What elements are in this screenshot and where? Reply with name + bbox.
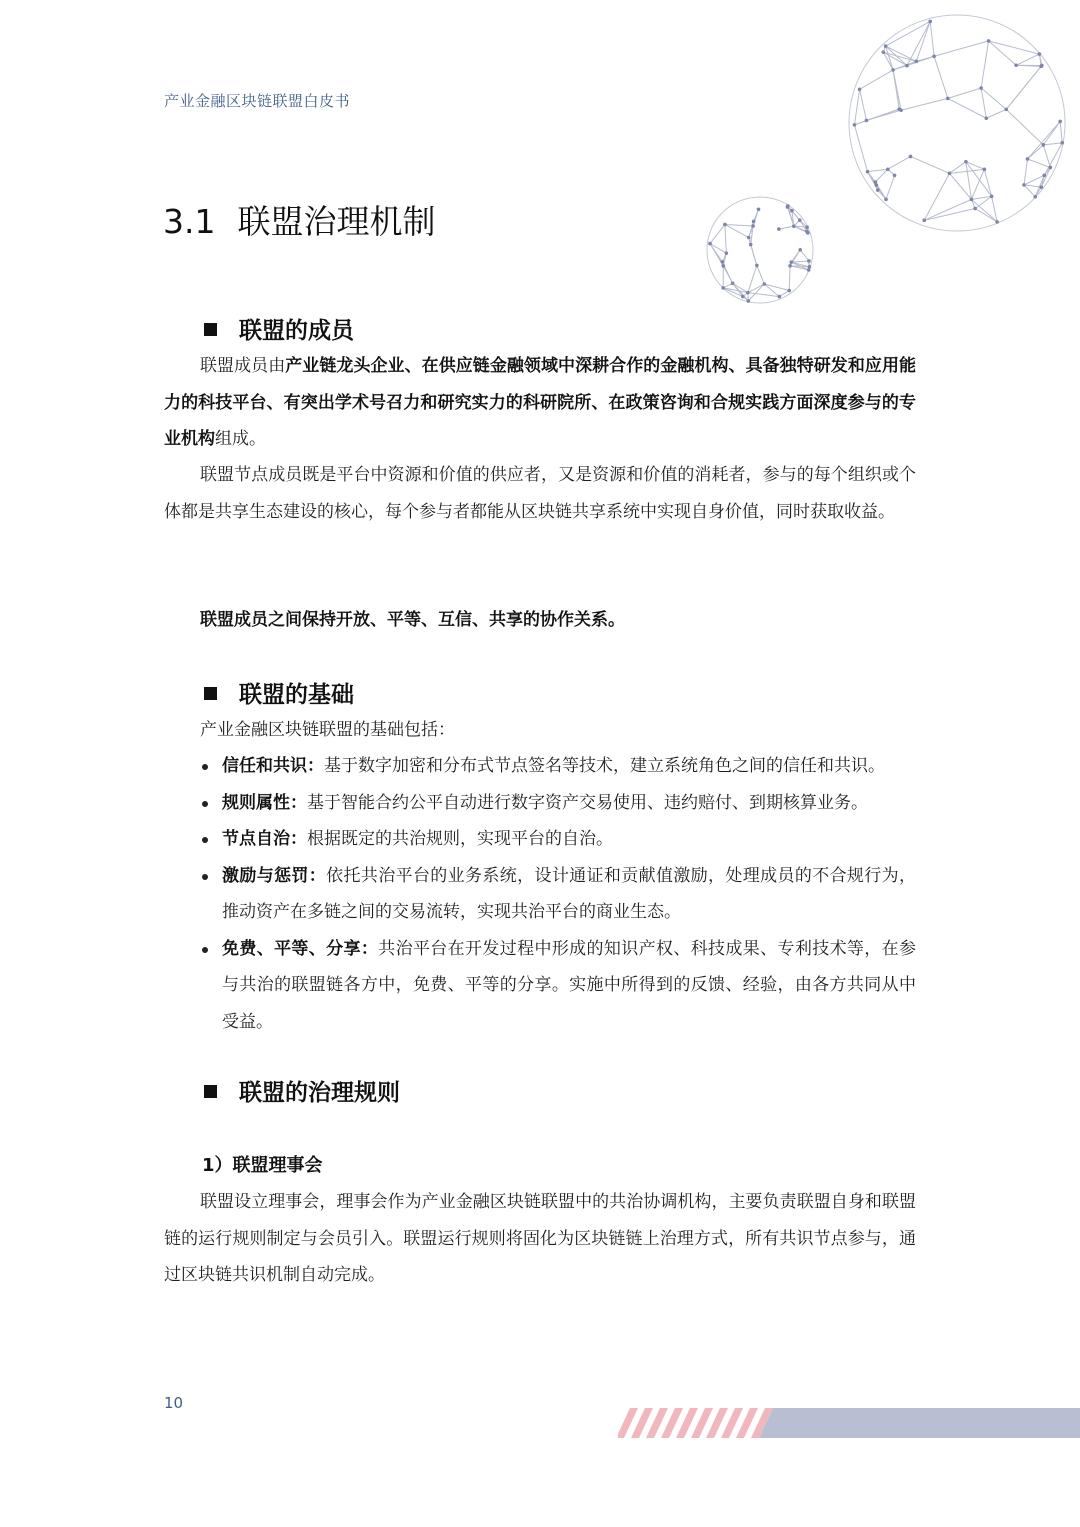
sphere-edge (1016, 54, 1039, 65)
sphere-edge (934, 41, 988, 56)
sphere-edge (981, 88, 1006, 109)
sphere-edge (893, 70, 899, 109)
bullet-term: 免费、平等、分享： (222, 938, 379, 959)
sphere-node (946, 97, 950, 101)
sphere-node (905, 64, 909, 68)
sphere-edge (886, 175, 895, 199)
sphere-node (979, 86, 983, 90)
sphere-node (874, 180, 878, 184)
sphere-edge (1027, 159, 1050, 168)
sphere-node (806, 231, 810, 235)
sphere-node (922, 219, 926, 223)
members-paragraph-1 (164, 348, 916, 458)
sphere-node (1038, 52, 1042, 56)
sphere-edge (800, 250, 809, 261)
bullet-term: 信任和共识： (222, 756, 324, 776)
sphere-edge (860, 89, 867, 120)
bullet-term: 节点自治： (222, 829, 307, 849)
sphere-node (1060, 141, 1064, 145)
sphere-node (790, 209, 794, 213)
sphere-node (984, 116, 988, 120)
sphere-node (987, 39, 991, 43)
sphere-node (789, 260, 793, 264)
sphere-edge (725, 224, 726, 253)
sphere-node (805, 225, 809, 229)
striped-footer-bar (618, 1408, 1080, 1438)
sphere-node (874, 183, 878, 187)
sphere-edge (888, 156, 911, 169)
bullet-dot-icon (202, 837, 208, 843)
sphere-edge (948, 88, 981, 98)
sphere-node (807, 259, 811, 263)
square-bullet-icon (204, 687, 217, 700)
sphere-node (1049, 166, 1053, 170)
sphere-node (1022, 183, 1026, 187)
council-paragraph: 联盟设立理事会，理事会作为产业金融区块链联盟中的共治协调机构，主要负责联盟自身和联盟链的运行规则制定与会员引入。联盟运行规则将固化为区块链链上治理方式，所有共识节点参与，通过区块链共识机制自动完成。 (164, 1192, 916, 1285)
para-bold-text: 产业链龙头企业、在供应链金融领域中深耕合作的金融机构、具备独特研发和应用能力的科技平台、有突出学术号召力和研究实力的科研院所、在政策咨询和合规实践方面深度参与的专业机构 (164, 356, 917, 449)
sphere-node (897, 107, 901, 111)
sphere-edge (981, 41, 988, 88)
section-heading-text: 联盟的成员 (239, 318, 354, 344)
sphere-node (884, 198, 888, 202)
sphere-node (778, 295, 782, 299)
sphere-node (891, 68, 895, 72)
sphere-node (876, 188, 880, 192)
sphere-node (1014, 63, 1018, 67)
sphere-node (792, 224, 796, 228)
sphere-node (909, 155, 913, 159)
sphere-edge (1024, 159, 1027, 185)
sphere-outline (849, 15, 1065, 231)
sphere-node (928, 20, 932, 24)
sphere-node (749, 243, 753, 247)
sphere-edge (911, 156, 950, 173)
sphere-node (720, 260, 724, 264)
sphere-node (741, 295, 745, 299)
sphere-edge (1027, 145, 1043, 159)
chapter-title (163, 196, 435, 243)
sphere-edge (860, 70, 894, 89)
sphere-node (1042, 143, 1046, 147)
sphere-edge (725, 224, 753, 226)
sphere-node (1042, 174, 1046, 178)
sphere-node (747, 236, 751, 240)
sphere-node (1040, 64, 1044, 68)
sphere-edge (924, 208, 975, 220)
para-text: 组成。 (215, 429, 266, 449)
sphere-edge (723, 266, 732, 283)
sphere-node (708, 242, 712, 246)
foundation-intro: 产业金融区块链联盟的基础包括： (200, 720, 455, 740)
list-item (200, 748, 916, 785)
sphere-node (723, 223, 727, 227)
list-item (200, 785, 916, 822)
sphere-node (893, 174, 897, 178)
sphere-node (746, 291, 750, 295)
sphere-node (914, 60, 918, 64)
sphere-edge (1024, 185, 1041, 187)
sphere-node (788, 264, 792, 268)
sphere-node (721, 264, 725, 268)
sphere-node (932, 54, 936, 58)
bullet-text: 根据既定的共治规则，实现平台的自治。 (307, 829, 613, 849)
sphere-node (1039, 185, 1043, 189)
section-heading-foundation (204, 676, 354, 709)
sphere-node (757, 208, 761, 212)
foundation-bullet-list (200, 748, 916, 1040)
section-heading-text: 联盟的基础 (239, 682, 354, 708)
sphere-edge (924, 173, 949, 220)
sphere-edge (1006, 65, 1042, 109)
sphere-node (865, 119, 869, 123)
sphere-edge (1044, 143, 1062, 176)
sphere-edge (1027, 121, 1060, 158)
sphere-edge (934, 56, 948, 98)
sphere-edge (1060, 121, 1062, 142)
sphere-node (746, 299, 750, 303)
section-heading-members (204, 312, 354, 345)
bullet-text: 基于智能合约公平自动进行数字资产交易使用、违约赔付、到期核算业务。 (307, 792, 868, 813)
sphere-edge (975, 208, 997, 221)
bullet-term: 规则属性： (222, 792, 307, 813)
bullet-dot-icon (202, 764, 208, 770)
list-item (200, 821, 916, 858)
chapter-number: 3.1 (163, 202, 216, 241)
sphere-edge (901, 98, 948, 110)
section-heading-text: 联盟的治理规则 (239, 1080, 400, 1106)
sphere-edge (791, 261, 809, 262)
page-number: 10 (164, 1394, 184, 1412)
square-bullet-icon (204, 1085, 217, 1098)
sphere-node (798, 248, 802, 252)
sphere-edge (868, 169, 888, 171)
sphere-edge (725, 224, 749, 237)
sphere-edge (789, 266, 790, 291)
sphere-edge (986, 109, 1006, 118)
sphere-node (1058, 120, 1062, 124)
sphere-node (798, 218, 802, 222)
sphere-node (858, 88, 862, 92)
bullet-text: 共治平台在开发过程中形成的知识产权、科技成果、专利技术等，在参与共治的联盟链各方中，免费、平等的分享。实施中所得到的反馈、经验，由各方共同从中受益。 (222, 938, 917, 1032)
sphere-node (995, 220, 999, 224)
sphere-node (990, 195, 994, 199)
section-heading-governance (204, 1074, 400, 1107)
wireframe-sphere-icon (845, 5, 1070, 240)
sphere-edge (924, 199, 971, 220)
sphere-node (1033, 195, 1037, 199)
sphere-node (973, 207, 977, 211)
sphere-edge (875, 169, 887, 182)
bullet-term: 激励与惩罚： (222, 865, 327, 886)
sphere-node (751, 224, 755, 228)
list-item (200, 858, 916, 931)
sphere-edge (984, 169, 991, 196)
sphere-node (787, 289, 791, 293)
sphere-node (725, 251, 729, 255)
members-emphasis (164, 602, 916, 639)
sphere-node (807, 268, 811, 272)
emphasis-text: 联盟成员之间保持开放、平等、互信、共享的协作关系。 (200, 610, 625, 630)
sphere-edge (948, 98, 986, 118)
sphere-node (866, 170, 870, 174)
square-bullet-icon (204, 323, 217, 336)
sphere-edge (1043, 143, 1062, 145)
bullet-dot-icon (202, 801, 208, 807)
sphere-edge (854, 125, 867, 172)
sphere-node (882, 50, 886, 54)
members-paragraph-2: 联盟节点成员既是平台中资源和价值的供应者，又是资源和价值的消耗者，参与的每个组织或个体都是共享生态建设的核心，每个参与者都能从区块链共享系统中实现自身价值，同时获取收益。 (164, 465, 916, 522)
sphere-node (964, 160, 968, 164)
sphere-edge (1024, 185, 1035, 197)
bullet-dot-icon (202, 874, 208, 880)
sphere-node (777, 227, 781, 231)
subsection-heading-council: 1）联盟理事会 (202, 1155, 323, 1176)
bullet-dot-icon (202, 947, 208, 953)
sphere-node (884, 44, 888, 48)
running-header-title: 产业金融区块链联盟白皮书 (164, 92, 351, 110)
sphere-edge (893, 61, 916, 70)
sphere-node (752, 220, 756, 224)
sphere-edge (1006, 109, 1043, 144)
sphere-edge (757, 265, 764, 284)
sphere-node (970, 198, 974, 202)
sphere-node (886, 167, 890, 171)
sphere-edge (981, 88, 986, 118)
sphere-edge (1043, 145, 1050, 168)
sphere-node (853, 123, 857, 127)
bullet-text: 依托共治平台的业务系统，设计通证和贡献值激励，处理成员的不合规行为，推动资产在多链之间的交易流转，实现共治平台的商业生态。 (222, 865, 917, 922)
sphere-edge (779, 226, 794, 229)
sphere-edge (854, 89, 859, 125)
sphere-edge (866, 110, 901, 120)
list-item (200, 931, 916, 1041)
sphere-node (983, 168, 987, 172)
sphere-node (808, 265, 812, 269)
sphere-node (948, 172, 952, 176)
sphere-edge (930, 21, 934, 56)
sphere-node (1026, 157, 1030, 161)
footer-bar-band (759, 1408, 1080, 1438)
sphere-node (786, 205, 790, 209)
bullet-text: 基于数字加密和分布式节点签名等技术，建立系统角色之间的信任和共识。 (324, 756, 885, 776)
chapter-heading-text: 联盟治理机制 (237, 202, 436, 241)
para-text: 联盟成员由 (200, 356, 286, 376)
sphere-node (762, 282, 766, 286)
sphere-edge (753, 209, 758, 226)
sphere-node (731, 281, 735, 285)
sphere-node (721, 286, 725, 290)
sphere-node (1004, 108, 1008, 112)
sphere-node (755, 264, 759, 268)
wireframe-sphere-icon (703, 193, 817, 307)
